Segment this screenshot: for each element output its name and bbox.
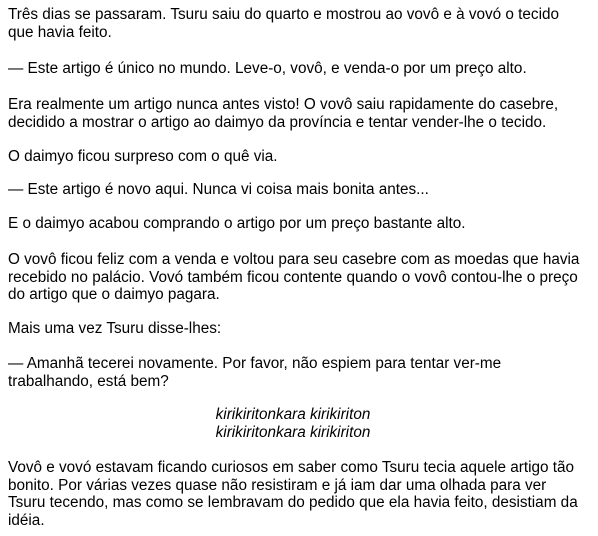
paragraph-grandpa-returns	[8, 251, 592, 304]
text-line: Era realmente um artigo nunca antes visto! O vovô saiu rapidamente do casebre,	[8, 96, 559, 113]
text-line: Tsuru tecendo, mas como se lembravam do pedido que ela havia feito, desistiam da	[8, 494, 578, 512]
text-line: decidido a mostrar o artigo ao daimyo da província e tentar vender-lhe o tecido.	[8, 113, 547, 131]
paragraph-tsuru-says	[8, 320, 592, 338]
paragraph-curiosity	[8, 459, 592, 529]
paragraph-tsuru-dialogue-1	[8, 60, 592, 78]
text-line: — Amanhã tecerei novamente. Por favor, não espiem para tentar ver-me	[8, 355, 502, 372]
paragraph-daimyo-surprised	[8, 148, 592, 166]
text-line: E o daimyo acabou comprando o artigo por um preço bastante alto.	[8, 215, 466, 232]
paragraph-daimyo-buys	[8, 215, 592, 233]
text-line: bonito. Por várias vezes quase não resistiram e já iam dar uma olhada para ver	[8, 476, 547, 494]
text-line: que havia feito.	[8, 23, 112, 41]
text-line: trabalhando, está bem?	[8, 372, 169, 390]
verse-line: kirikiritonkara kirikiriton	[215, 423, 371, 441]
paragraph-tsuru-shows-fabric	[8, 6, 592, 41]
text-line: recebido no palácio. Vovó também ficou contente quando o vovô contou-lhe o preço	[8, 268, 578, 286]
text-line: — Este artigo é único no mundo. Leve-o, vovô, e venda-o por um preço alto.	[8, 60, 527, 77]
text-line: O vovô ficou feliz com a venda e voltou para seu casebre com as moedas que havia	[8, 251, 580, 268]
text-line: idéia.	[8, 511, 45, 529]
text-line: Vovô e vovó estavam ficando curiosos em saber como Tsuru tecia aquele artigo tão	[8, 459, 575, 476]
paragraph-daimyo-dialogue	[8, 181, 592, 199]
weaving-sound-verse	[8, 406, 578, 441]
text-line: do artigo que o daimyo pagara.	[8, 286, 220, 304]
paragraph-grandpa-leaves	[8, 96, 592, 131]
text-line: Mais uma vez Tsuru disse-lhes:	[8, 320, 222, 337]
text-line: Três dias se passaram. Tsuru saiu do quarto e mostrou ao vovô e à vovó o tecido	[8, 6, 559, 23]
text-line: O daimyo ficou surpreso com o quê via.	[8, 148, 278, 165]
verse-line: kirikiritonkara kirikiriton	[215, 406, 371, 423]
paragraph-tsuru-dialogue-2	[8, 355, 592, 390]
text-line: — Este artigo é novo aqui. Nunca vi coisa mais bonita antes...	[8, 181, 429, 198]
